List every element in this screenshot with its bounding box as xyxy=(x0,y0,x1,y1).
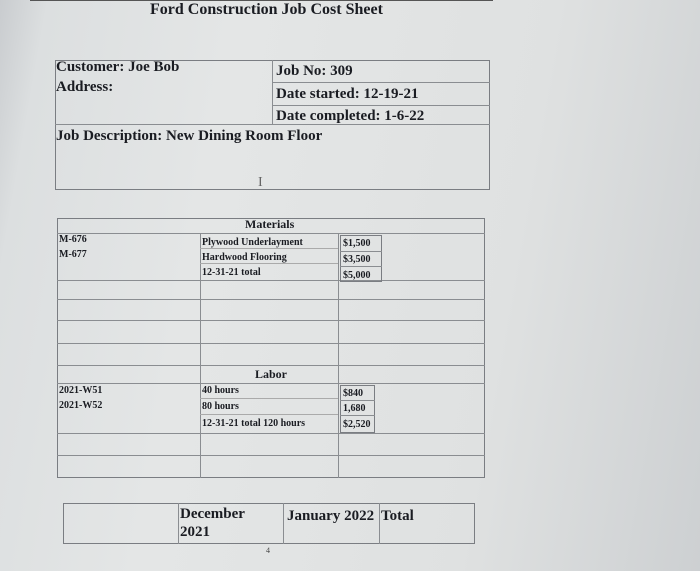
materials-desc: Plywood Underlayment xyxy=(202,237,303,248)
table-col-line-2 xyxy=(338,233,339,478)
summary-col-line xyxy=(178,503,179,544)
labor-heading: Labor xyxy=(255,367,288,381)
summary-december-line2: 2021 xyxy=(180,524,210,540)
row-line xyxy=(57,433,485,434)
job-number: Job No: 309 xyxy=(276,63,353,79)
materials-header-line xyxy=(57,233,485,234)
materials-amount: $5,000 xyxy=(343,270,371,281)
desc-underline xyxy=(200,414,338,415)
labor-code: 2021-W52 xyxy=(59,400,103,411)
labor-amount: $2,520 xyxy=(343,419,371,430)
summary-december-line1: December xyxy=(180,506,245,522)
labor-code: 2021-W51 xyxy=(59,385,103,396)
date-started: Date started: 12-19-21 xyxy=(276,86,419,102)
customer-label: Customer: Joe Bob xyxy=(56,59,180,75)
amount-line xyxy=(340,400,375,401)
labor-amount-box xyxy=(340,385,375,433)
labor-header-line xyxy=(57,383,485,384)
header-divider xyxy=(55,124,490,125)
amount-line xyxy=(340,266,382,267)
labor-amount: $840 xyxy=(343,388,363,399)
materials-amount: $1,500 xyxy=(343,238,371,249)
page-title: Ford Construction Job Cost Sheet xyxy=(150,1,383,18)
materials-code: M-676 xyxy=(59,234,87,245)
address-label: Address: xyxy=(56,79,114,95)
amount-line xyxy=(340,415,375,416)
labor-amount: 1,680 xyxy=(343,403,366,414)
materials-desc: Hardwood Flooring xyxy=(202,252,287,263)
row-line xyxy=(57,455,485,456)
materials-desc: 12-31-21 total xyxy=(202,267,261,278)
summary-january: January 2022 xyxy=(287,508,375,524)
date-completed: Date completed: 1-6-22 xyxy=(276,108,425,124)
materials-code: M-677 xyxy=(59,249,87,260)
header-vdivider xyxy=(272,60,273,124)
materials-amount: $3,500 xyxy=(343,254,371,265)
row-line xyxy=(57,343,485,344)
row-line xyxy=(57,299,485,300)
labor-desc: 12-31-21 total 120 hours xyxy=(202,418,306,429)
labor-desc: 40 hours xyxy=(202,385,239,396)
job-description: Job Description: New Dining Room Floor xyxy=(56,128,323,144)
labor-desc: 80 hours xyxy=(202,401,239,412)
desc-underline xyxy=(200,398,338,399)
desc-underline xyxy=(200,263,338,264)
amount-line xyxy=(340,251,382,252)
header-row-line-2 xyxy=(272,105,490,106)
row-line xyxy=(57,365,485,366)
materials-amount-box xyxy=(340,235,382,282)
materials-heading: Materials xyxy=(245,217,295,231)
desc-underline xyxy=(200,248,338,249)
table-col-line-1 xyxy=(200,233,201,478)
summary-col-line xyxy=(379,503,380,544)
page-number: 4 xyxy=(266,546,270,555)
row-line xyxy=(57,320,485,321)
header-row-line-1 xyxy=(272,82,490,83)
row-line xyxy=(57,280,485,281)
text-cursor-icon: I xyxy=(258,175,263,190)
summary-total: Total xyxy=(381,508,414,524)
summary-col-line xyxy=(283,503,284,544)
